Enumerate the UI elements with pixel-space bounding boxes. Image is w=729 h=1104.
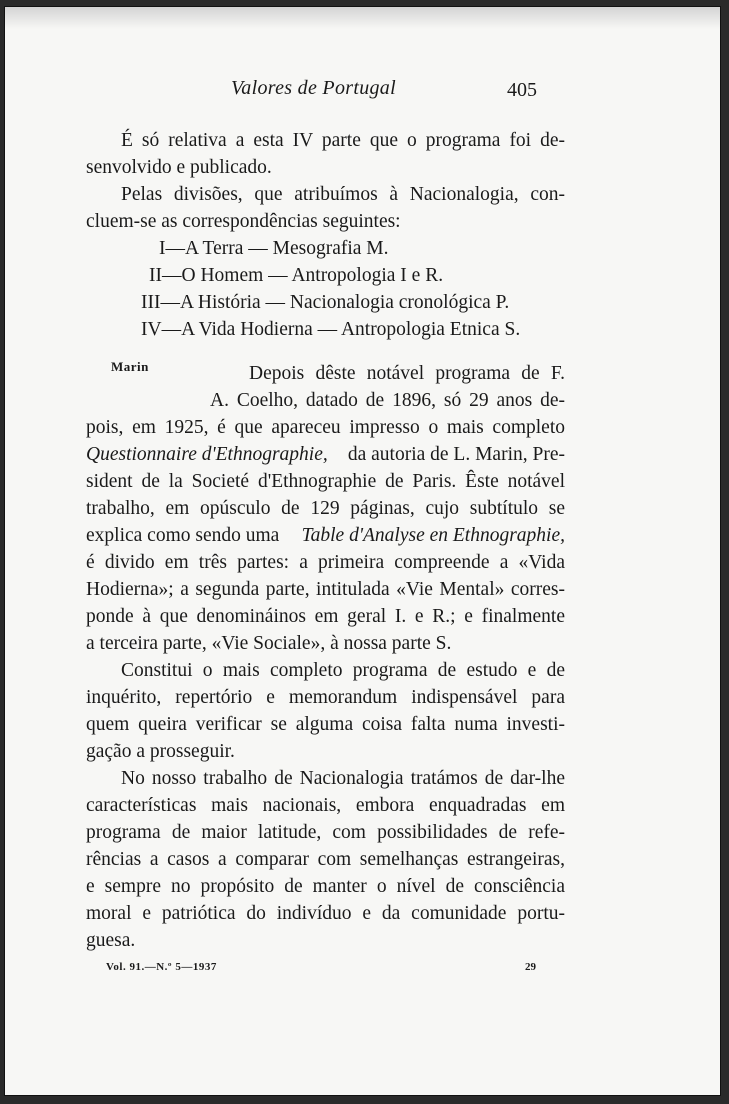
- text-line: Constitui o mais completo programa de estudo e de: [121, 660, 565, 681]
- text-line: trabalho, em opúsculo de 129 páginas, cujo subtítulo se: [86, 498, 565, 519]
- italic-title: Table d'Analyse en Ethnographie,: [301, 525, 565, 546]
- page-number: 405: [507, 79, 537, 101]
- text-line: gação a prosseguir.: [86, 741, 235, 762]
- text-line: senvolvido e publicado.: [86, 157, 272, 178]
- text-line: A. Coelho, datado de 1896, só 29 anos de-: [210, 390, 565, 411]
- text-line: sident de la Societé d'Ethnographie de Paris. Êste notável: [86, 471, 565, 492]
- scan-shadow: [5, 7, 720, 29]
- text-span: explica como sendo uma: [86, 525, 280, 546]
- text-span: da autoria de L. Marin, Pre-: [347, 444, 565, 465]
- text-line: programa de maior latitude, com possibilidades de refe-: [86, 822, 565, 843]
- text-line: Hodierna»; a segunda parte, intitulada «Vie Mental» corres-: [86, 579, 565, 600]
- list-item: III—A História — Nacionalogia cronológica P.: [141, 292, 510, 313]
- marginal-note: Marin: [111, 359, 149, 374]
- list-item: IV—A Vida Hodierna — Antropologia Etnica S.: [141, 319, 521, 340]
- signature-mark: 29: [525, 961, 536, 973]
- text-line: cluem-se as correspondências seguintes:: [86, 211, 401, 232]
- text-line: quem queira verificar se alguma coisa falta numa investi-: [86, 714, 565, 735]
- italic-title: Questionnaire d'Ethnographie,: [86, 444, 328, 465]
- text-line: características mais nacionais, embora enquadradas em: [86, 795, 565, 816]
- volume-footer: Vol. 91.—N.º 5—1937: [106, 961, 217, 973]
- list-item: II—O Homem — Antropologia I e R.: [149, 265, 444, 286]
- text-line: Depois dêste notável programa de F.: [249, 363, 565, 384]
- text-line: Pelas divisões, que atribuímos à Nacionalogia, con-: [121, 184, 565, 205]
- text-line: É só relativa a esta IV parte que o programa foi de-: [121, 130, 565, 151]
- text-line: rências a casos a comparar com semelhanças estrangeiras,: [86, 849, 565, 870]
- running-title: Valores de Portugal: [231, 77, 396, 99]
- book-page: [4, 6, 721, 1096]
- text-line: inquérito, repertório e memorandum indispensável para: [86, 687, 565, 708]
- text-line: pois, em 1925, é que apareceu impresso o mais completo: [86, 417, 565, 438]
- text-line: e sempre no propósito de manter o nível de consciência: [86, 876, 565, 897]
- text-line: [86, 522, 565, 549]
- text-line: No nosso trabalho de Nacionalogia tratámos de dar-lhe: [121, 768, 565, 789]
- text-line: [86, 441, 565, 468]
- list-item: I—A Terra — Mesografia M.: [159, 238, 389, 259]
- text-line: ponde à que denomináinos em geral I. e R.; e finalmente: [86, 606, 565, 627]
- text-line: guesa.: [86, 930, 136, 951]
- text-line: moral e patriótica do indivíduo e da comunidade portu-: [86, 903, 565, 924]
- text-line: a terceira parte, «Vie Sociale», à nossa parte S.: [86, 633, 452, 654]
- text-line: é divido em três partes: a primeira compreende a «Vida: [86, 552, 565, 573]
